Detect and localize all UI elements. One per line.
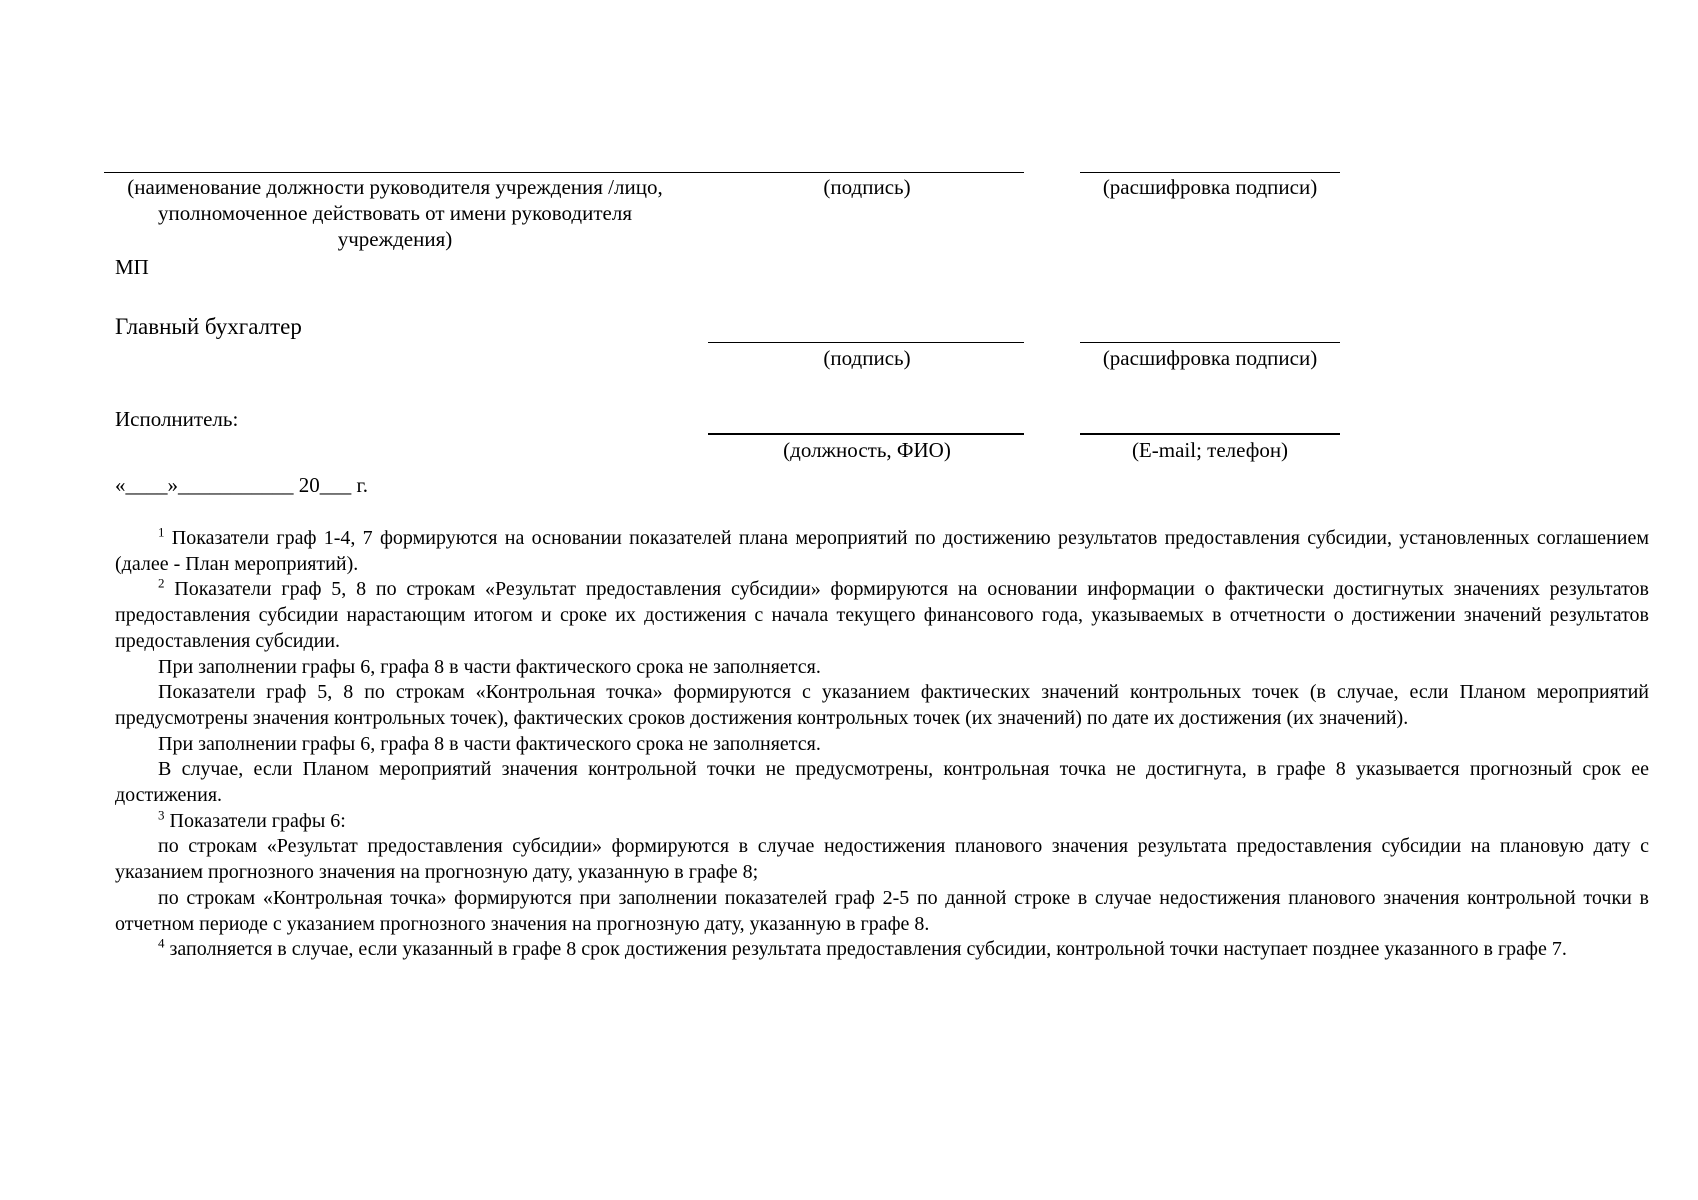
- chief-accountant-signature-caption: (подпись): [823, 346, 911, 370]
- footnote-4: [115, 937, 1649, 963]
- head-decoding-caption: (расшифровка подписи): [1102, 175, 1318, 199]
- footnote-paragraph: [115, 757, 1649, 808]
- footnote-2: [115, 577, 1649, 654]
- footnote-text: по строкам «Контрольная точка» формируются при заполнении показателей граф 2-5 по данной строке в случае недостижения планового значения контрольной точки в отчетном периоде с указанием прогнозного значения на прогнозную дату, указанную в графе 8.: [115, 886, 1649, 935]
- footnote-text: Показатели граф 5, 8 по строкам «Контрольная точка» формируются с указанием фактических значений контрольных точек (в случае, если Планом мероприятий предусмотрены значения контрольных точек), фактических сроков достижения контрольных точек (их значений) по дате их достижения (их значений).: [115, 681, 1649, 729]
- footnote-3: [115, 809, 1649, 835]
- footnote-text: Показатели графы 6:: [164, 809, 346, 832]
- chief-accountant-decoding-underline: [1080, 342, 1340, 343]
- executor-contact-underline: [1080, 433, 1340, 435]
- footnote-paragraph: [115, 680, 1649, 731]
- footnotes-section: [115, 526, 1649, 963]
- executor-position-caption: (должность, ФИО): [783, 438, 951, 462]
- footnote-paragraph: [115, 886, 1649, 937]
- chief-accountant-label: Главный бухгалтер: [115, 314, 302, 339]
- footnote-paragraph: [115, 834, 1649, 885]
- date-line: «____»___________ 20___ г.: [115, 473, 368, 497]
- chief-accountant-signature-underline: [708, 342, 1024, 343]
- footnote-text: В случае, если Планом мероприятий значения контрольной точки не предусмотрены, контрольная точка не достигнута, в графе 8 указывается прогнозный срок ее достижения.: [115, 758, 1649, 807]
- executor-contact-caption: (E-mail; телефон): [1131, 438, 1289, 462]
- footnote-text: Показатели граф 5, 8 по строкам «Результат предоставления субсидии» формируются на основании информации о фактически достигнутых значениях результатов предоставления субсидии нарастающим итогом и сроке их достижения с начала текущего финансового года, указываемых в отчетности о достижении значений результатов предоставления субсидии.: [115, 578, 1649, 652]
- executor-label: Исполнитель:: [115, 407, 239, 431]
- footnote-marker: 4: [158, 935, 165, 951]
- executor-position-underline: [708, 433, 1024, 435]
- head-decoding-underline: [1080, 172, 1340, 173]
- footnote-marker: 3: [158, 807, 165, 823]
- head-signature-caption: (подпись): [823, 175, 911, 199]
- footnote-paragraph: [115, 655, 1649, 681]
- head-signature-underline: [104, 172, 1024, 173]
- footnote-text: по строкам «Результат предоставления субсидии» формируются в случае недостижения планового значения результата предоставления субсидии на плановую дату с указанием прогнозного значения на прогнозную дату, указанную в графе 8;: [115, 835, 1649, 884]
- footnote-marker: 1: [158, 524, 165, 540]
- footnote-text: При заполнении графы 6, графа 8 в части фактического срока не заполняется.: [158, 732, 821, 755]
- seal-label: МП: [115, 255, 149, 279]
- footnote-text: заполняется в случае, если указанный в графе 8 срок достижения результата предоставления субсидии, контрольной точки наступает позднее указанного в графе 7.: [164, 938, 1567, 961]
- footnote-1: [115, 526, 1649, 577]
- footnote-marker: 2: [158, 575, 165, 591]
- head-position-caption: (наименование должности руководителя учреждения /лицо, уполномоченное действовать от имени руководителя учреждения): [127, 175, 663, 251]
- footnote-paragraph: [115, 732, 1649, 758]
- footnote-text: При заполнении графы 6, графа 8 в части фактического срока не заполняется.: [158, 655, 821, 678]
- footnote-text: Показатели граф 1-4, 7 формируются на основании показателей плана мероприятий по достижению результатов предоставления субсидии, установленных соглашением (далее - План мероприятий).: [115, 527, 1649, 575]
- chief-accountant-decoding-caption: (расшифровка подписи): [1102, 346, 1318, 370]
